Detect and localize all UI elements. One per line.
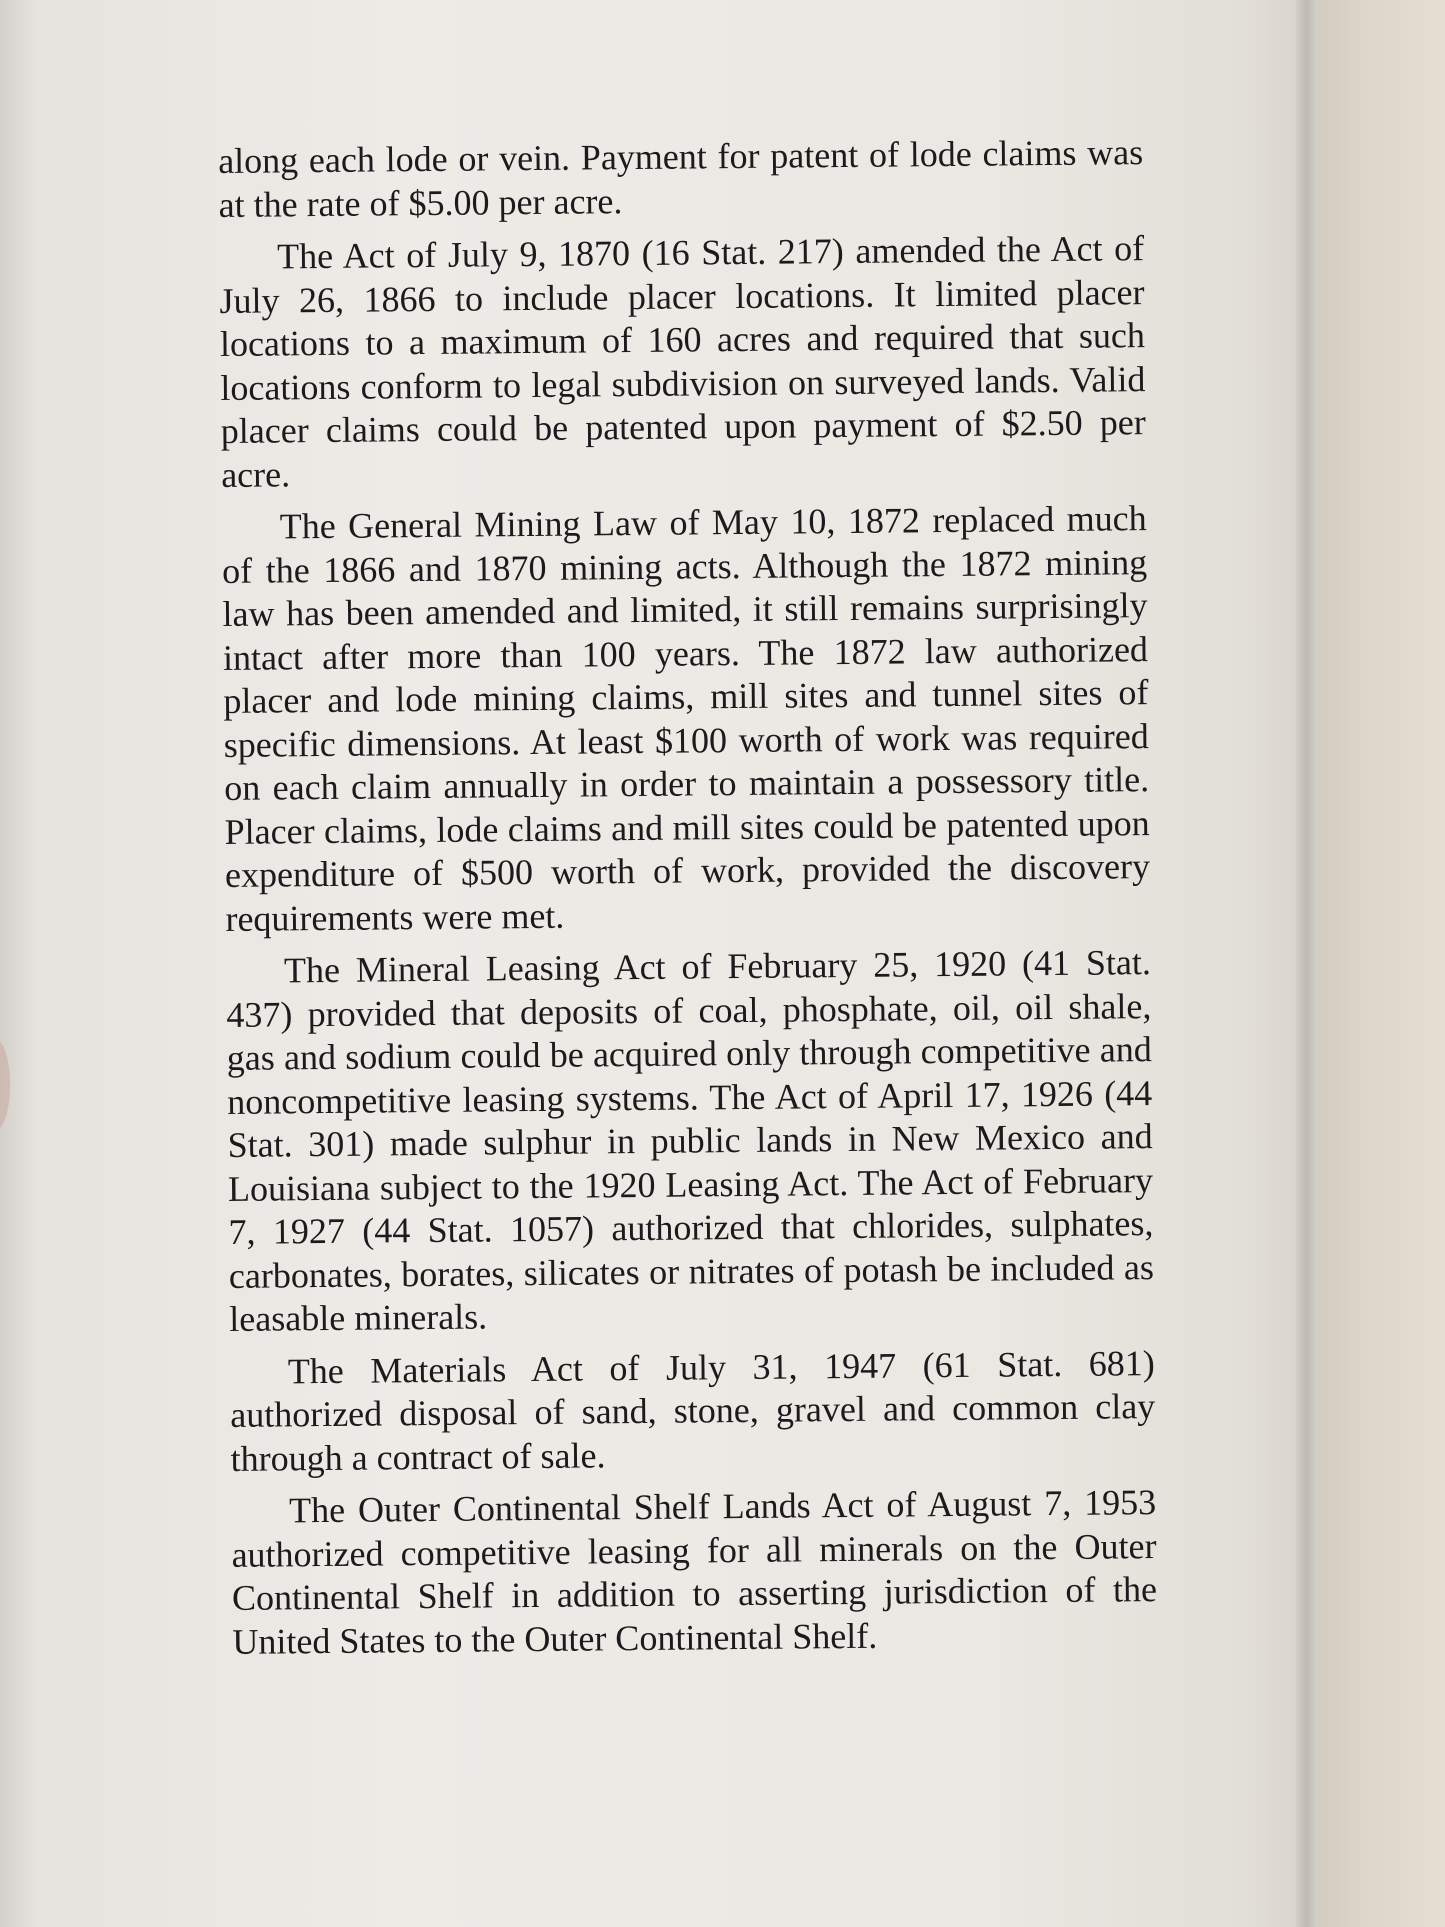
paragraph-mineral-leasing-act-1920: The Mineral Leasing Act of February 25, 1920 (41 Stat. 437) provided that deposits of coal, phosphate, oil, oil shale, gas and sodium could be acquired only through competitive and noncompetitive leasing systems. The Act of April 17, 1926 (44 Stat. 301) made sulphur in public lands in New Mexico and Louisiana subject to the 1920 Leasing Act. The Act of February 7, 1927 (44 Stat. 1057) authorized that chlorides, sulphates, carbonates, borates, silicates or nitrates of potash be included as leasable minerals. (226, 942, 1155, 1339)
paragraph-act-1870: The Act of July 9, 1870 (16 Stat. 217) amended the Act of July 26, 1866 to include placer locations. It limited placer locations to a maximum of 160 acres and required that such locations conform to legal subdivision on surveyed lands. Valid placer claims could be patented upon payment of $2.50 per acre. (219, 228, 1146, 495)
paragraph-materials-act-1947: The Materials Act of July 31, 1947 (61 Stat. 681) authorized disposal of sand, stone, gravel and common clay through a contract of sale. (230, 1342, 1156, 1479)
book-gutter (1318, 0, 1445, 1927)
page-edge-shadow (1296, 0, 1318, 1927)
page-edge-mark (0, 1040, 10, 1130)
paragraph-lode-claims: along each lode or vein. Payment for patent of lode claims was at the rate of $5.00 per acre. (218, 132, 1144, 225)
paragraph-general-mining-law-1872: The General Mining Law of May 10, 1872 replaced much of the 1866 and 1870 mining acts. Although the 1872 mining law has been amended and limited, it still remains surprisingly intact after more than 100 years. The 1872 law authorized placer and lode mining claims, mill sites and tunnel sites of specific dimensions. At least $100 worth of work was required on each claim annually in order to maintain a possessory title. Placer claims, lode claims and mill sites could be patented upon expenditure of $500 worth of work, provided the discovery requirements were met. (221, 498, 1151, 939)
page-body-text (218, 131, 1158, 1673)
paragraph-outer-continental-shelf-1953: The Outer Continental Shelf Lands Act of August 7, 1953 authorized competitive leasing for all minerals on the Outer Continental Shelf in addition to asserting jurisdiction of the United States to the Outer Continental Shelf. (231, 1482, 1158, 1662)
